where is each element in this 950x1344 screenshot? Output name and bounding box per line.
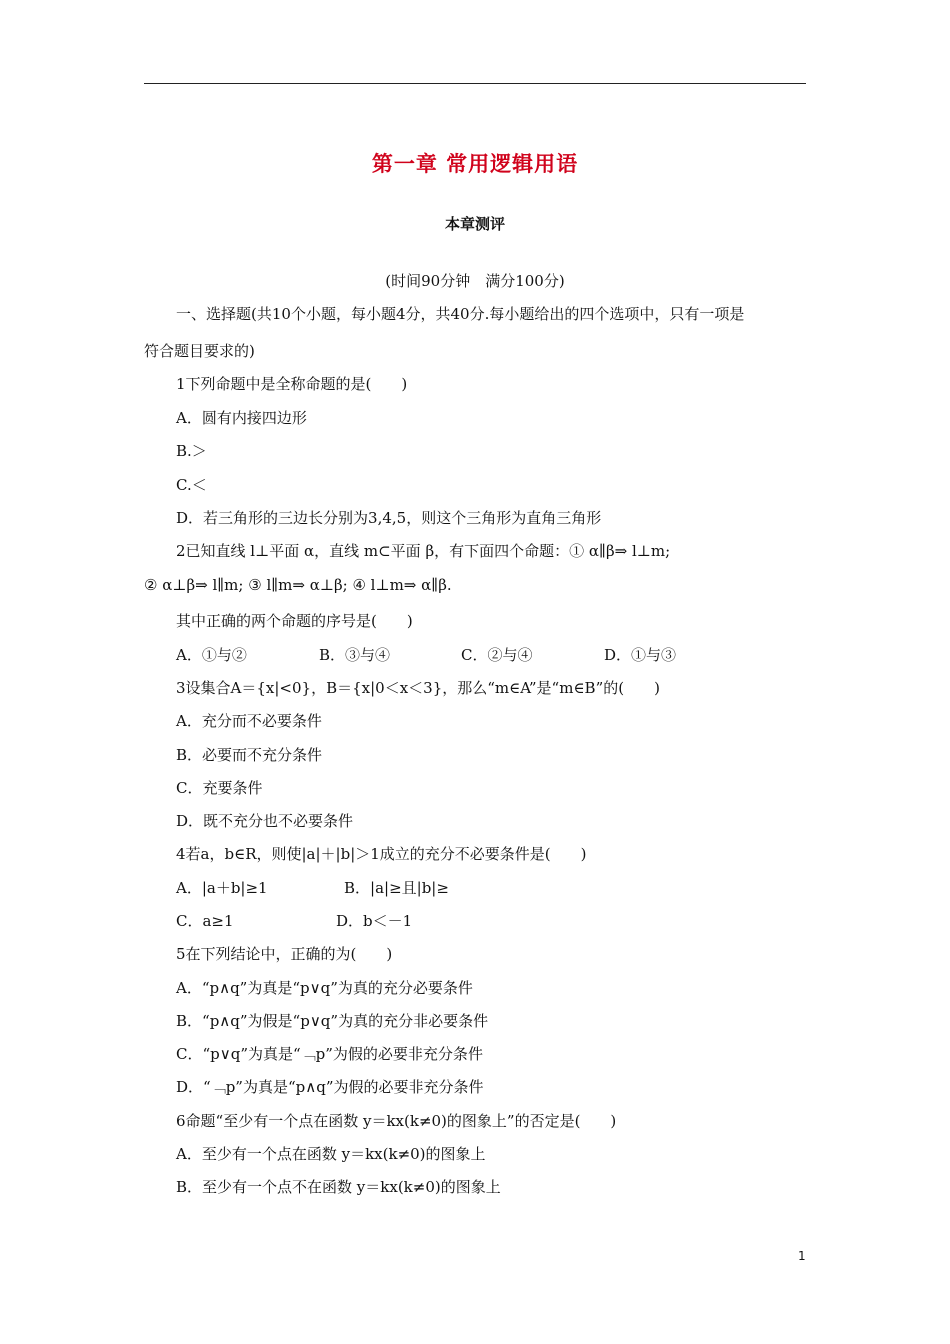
q2-stem-line3: 其中正确的两个命题的序号是( ) xyxy=(176,612,413,630)
q5-option-c: C．“p∨q”为真是“﹁p”为假的必要非充分条件 xyxy=(176,1045,483,1063)
q5-option-d: D．“﹁p”为真是“p∧q”为假的必要非充分条件 xyxy=(176,1078,484,1096)
q5-stem: 5在下列结论中，正确的为( ) xyxy=(176,945,393,963)
q2-option-c: C．②与④ xyxy=(461,646,533,664)
q2-option-a: A．①与② xyxy=(176,646,247,664)
q1-option-d: D．若三角形的三边长分别为3,4,5，则这个三角形为直角三角形 xyxy=(176,509,602,527)
q2-stem-line2: ② α⊥β⇒ l∥m; ③ l∥m⇒ α⊥β; ④ l⊥m⇒ α∥β. xyxy=(144,576,452,594)
q3-option-c: C．充要条件 xyxy=(176,779,263,797)
q2-option-b: B．③与④ xyxy=(319,646,391,664)
q1-option-c: C.＜ xyxy=(176,476,207,494)
q6-option-b: B．至少有一个点不在函数 y＝kx(k≠0)的图象上 xyxy=(176,1178,501,1196)
section-heading-line1: 一、选择题(共10个小题，每小题4分，共40分.每小题给出的四个选项中，只有一项是 xyxy=(176,305,745,323)
q4-option-c: C．a≥1 xyxy=(176,912,234,930)
q4-option-b: B．|a|≥且|b|≥ xyxy=(344,879,449,897)
q1-stem: 1下列命题中是全称命题的是( ) xyxy=(176,375,408,393)
header-rule xyxy=(144,83,806,84)
q6-stem: 6命题“至少有一个点在函数 y＝kx(k≠0)的图象上”的否定是( ) xyxy=(176,1112,617,1130)
section-heading-line2: 符合题目要求的) xyxy=(144,342,255,360)
q3-stem: 3设集合A＝{x|<0}，B＝{x|0＜x＜3}，那么“m∈A”是“m∈B”的( ) xyxy=(176,679,660,697)
q4-option-a: A．|a＋b|≥1 xyxy=(176,879,268,897)
q3-option-b: B．必要而不充分条件 xyxy=(176,746,323,764)
q6-option-a: A．至少有一个点在函数 y＝kx(k≠0)的图象上 xyxy=(176,1145,486,1163)
page-number: 1 xyxy=(798,1249,806,1263)
q1-option-b: B.＞ xyxy=(176,442,207,460)
q1-option-a: A．圆有内接四边形 xyxy=(176,409,307,427)
q3-option-a: A．充分而不必要条件 xyxy=(176,712,322,730)
exam-info: (时间90分钟 满分100分) xyxy=(385,272,565,290)
q4-option-d: D．b＜－1 xyxy=(336,912,413,930)
q3-option-d: D．既不充分也不必要条件 xyxy=(176,812,354,830)
q2-option-d: D．①与③ xyxy=(604,646,677,664)
section-subtitle: 本章测评 xyxy=(444,215,505,233)
q4-stem: 4若a，b∈R，则使|a|＋|b|＞1成立的充分不必要条件是( ) xyxy=(176,845,587,863)
q2-stem-line1: 2已知直线 l⊥平面 α，直线 m⊂平面 β，有下面四个命题：① α∥β⇒ l⊥m; xyxy=(176,542,671,560)
q5-option-b: B．“p∧q”为假是“p∨q”为真的充分非必要条件 xyxy=(176,1012,489,1030)
chapter-title: 第一章 常用逻辑用语 xyxy=(371,152,579,176)
q5-option-a: A．“p∧q”为真是“p∨q”为真的充分必要条件 xyxy=(176,979,473,997)
